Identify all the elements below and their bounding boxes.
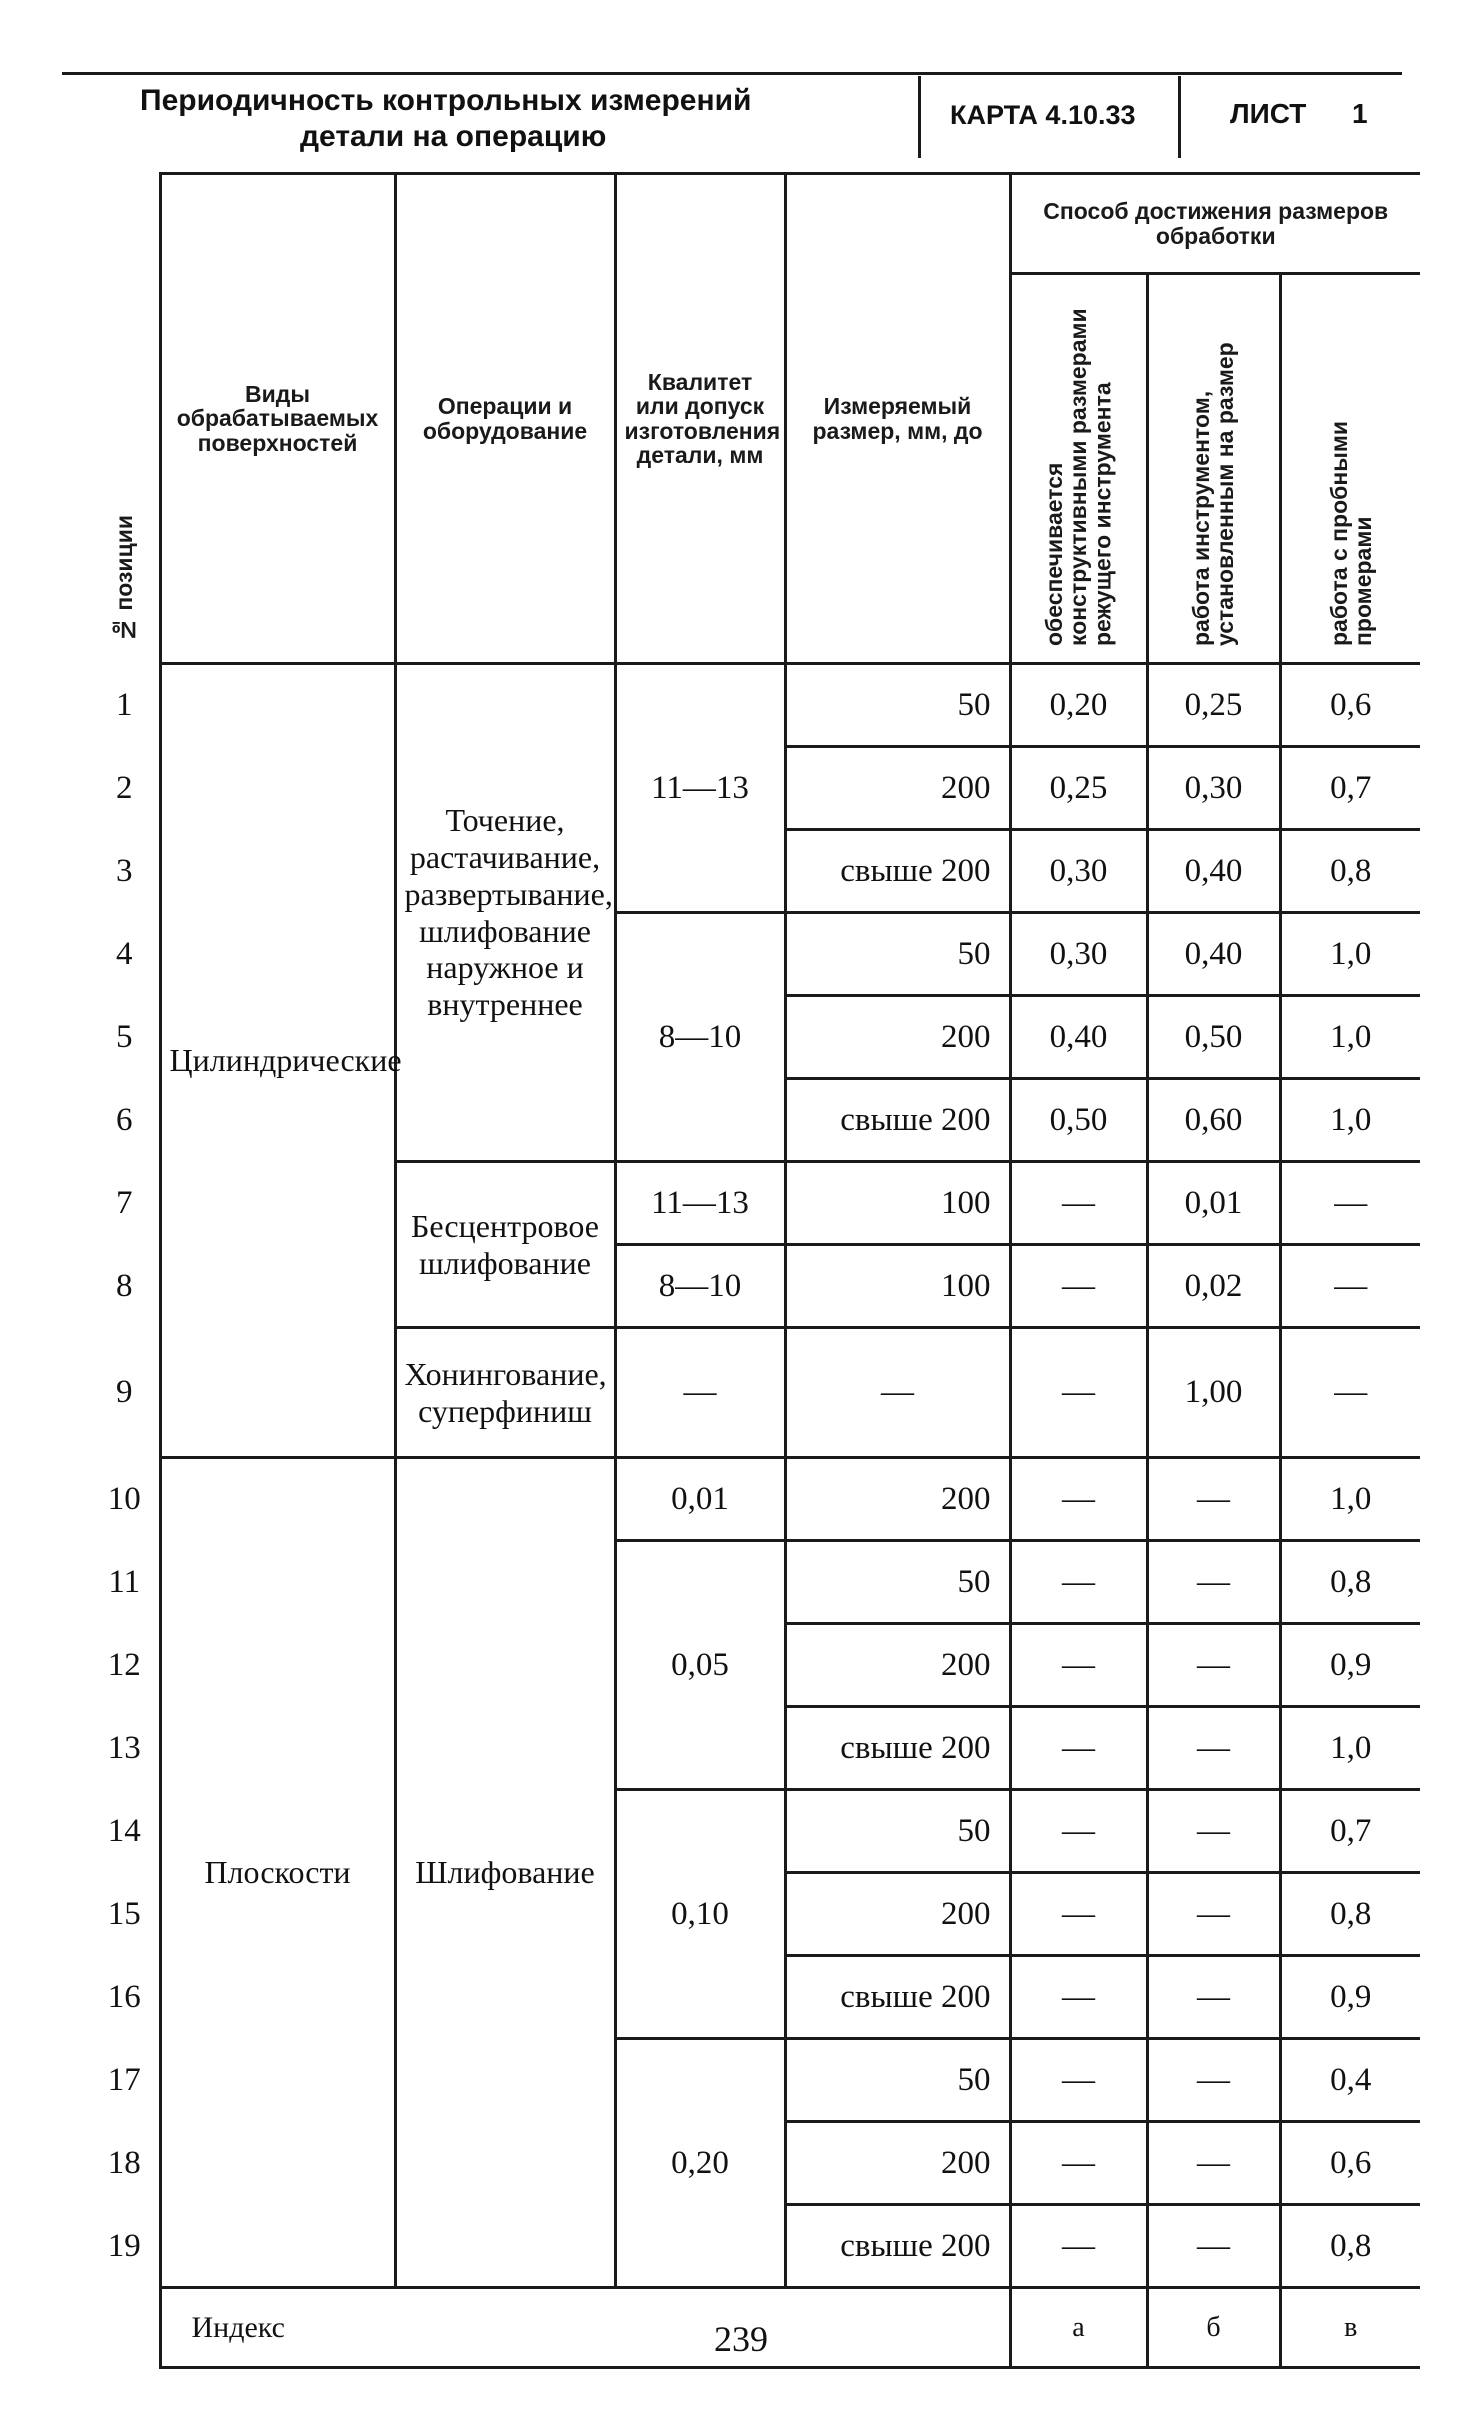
value-a: — [1010, 1707, 1147, 1790]
value-b: — [1147, 1707, 1280, 1790]
value-c: 0,4 [1280, 2039, 1420, 2122]
value-b: 0,01 [1147, 1162, 1280, 1245]
quality-cell: 11—13 [615, 1162, 785, 1245]
row-number: 7 [90, 1162, 160, 1245]
value-a: — [1010, 1956, 1147, 2039]
size-cell: свыше 200 [785, 2205, 1010, 2288]
value-b: — [1147, 2122, 1280, 2205]
row-number: 11 [90, 1541, 160, 1624]
col-header-position: № позиции [90, 174, 160, 664]
value-a: — [1010, 1245, 1147, 1328]
value-b: 1,00 [1147, 1328, 1280, 1458]
value-c: 0,9 [1280, 1624, 1420, 1707]
operation-turning: Точение, растачивание, развертывание, шлифование наружное и внутреннее [395, 664, 615, 1162]
col-header-method-b: работа инструментом, установленным на размер [1147, 274, 1280, 664]
value-b: 0,25 [1147, 664, 1280, 747]
card-title-line2: детали на операцию [300, 120, 607, 153]
size-cell: 200 [785, 747, 1010, 830]
quality-cell: — [615, 1328, 785, 1458]
col-header-operation: Операции и оборудование [395, 174, 615, 664]
surface-cylindrical: Цилиндрические [160, 664, 395, 1458]
col-header-method-group: Способ достижения размеров обработки [1010, 174, 1420, 274]
row-number: 10 [90, 1458, 160, 1541]
size-cell: свыше 200 [785, 1707, 1010, 1790]
sheet-number: 1 [1352, 98, 1368, 129]
value-b: 0,02 [1147, 1245, 1280, 1328]
quality-cell: 11—13 [615, 664, 785, 913]
row-number: 12 [90, 1624, 160, 1707]
row-number: 8 [90, 1245, 160, 1328]
quality-cell: 0,20 [615, 2039, 785, 2288]
size-cell: 200 [785, 1873, 1010, 1956]
value-b: 0,40 [1147, 913, 1280, 996]
index-row-spacer [90, 2288, 160, 2368]
row-number: 6 [90, 1079, 160, 1162]
surface-flat: Плоскости [160, 1458, 395, 2288]
size-cell: 50 [785, 2039, 1010, 2122]
index-a: а [1010, 2288, 1147, 2368]
value-b: — [1147, 1873, 1280, 1956]
value-b: 0,60 [1147, 1079, 1280, 1162]
quality-cell: 8—10 [615, 913, 785, 1162]
size-cell: 50 [785, 664, 1010, 747]
index-b: б [1147, 2288, 1280, 2368]
value-a: — [1010, 1541, 1147, 1624]
measurement-table [90, 172, 1420, 2369]
value-c: 1,0 [1280, 1079, 1420, 1162]
size-cell: 200 [785, 2122, 1010, 2205]
value-c: — [1280, 1245, 1420, 1328]
value-c: 0,7 [1280, 1790, 1420, 1873]
value-c: 0,9 [1280, 1956, 1420, 2039]
value-b: — [1147, 2205, 1280, 2288]
value-c: 1,0 [1280, 1458, 1420, 1541]
value-b: 0,50 [1147, 996, 1280, 1079]
value-a: 0,25 [1010, 747, 1147, 830]
index-label: Индекс [160, 2288, 1010, 2368]
size-cell: свыше 200 [785, 1079, 1010, 1162]
row-number: 2 [90, 747, 160, 830]
table-row [90, 1458, 1420, 1541]
quality-cell: 8—10 [615, 1245, 785, 1328]
value-c: 0,8 [1280, 2205, 1420, 2288]
value-a: — [1010, 1624, 1147, 1707]
size-cell: — [785, 1328, 1010, 1458]
row-number: 3 [90, 830, 160, 913]
value-b: — [1147, 1956, 1280, 2039]
row-number: 14 [90, 1790, 160, 1873]
card-number: КАРТА 4.10.33 [950, 100, 1136, 130]
value-b: — [1147, 1790, 1280, 1873]
col-header-surface: Виды обрабатываемых поверхностей [160, 174, 395, 664]
value-c: 0,7 [1280, 747, 1420, 830]
value-c: 1,0 [1280, 913, 1420, 996]
value-a: 0,20 [1010, 664, 1147, 747]
row-number: 18 [90, 2122, 160, 2205]
row-number: 15 [90, 1873, 160, 1956]
value-c: 0,8 [1280, 1873, 1420, 1956]
page-number: 239 [714, 2319, 768, 2359]
value-a: — [1010, 1328, 1147, 1458]
operation-centerless: Бесцентровое шлифование [395, 1162, 615, 1328]
col-header-quality: Квалитет или допуск изготовления детали, мм [615, 174, 785, 664]
value-c: 0,6 [1280, 2122, 1420, 2205]
row-number: 4 [90, 913, 160, 996]
value-b: — [1147, 2039, 1280, 2122]
value-a: — [1010, 2205, 1147, 2288]
value-b: — [1147, 1541, 1280, 1624]
size-cell: 100 [785, 1245, 1010, 1328]
operation-grinding: Шлифование [395, 1458, 615, 2288]
col-header-size: Измеряемый размер, мм, до [785, 174, 1010, 664]
row-number: 5 [90, 996, 160, 1079]
value-b: — [1147, 1624, 1280, 1707]
col-header-method-a: обеспечивается конструктивными размерами режущего инструмента [1010, 274, 1147, 664]
value-a: 0,40 [1010, 996, 1147, 1079]
value-a: 0,50 [1010, 1079, 1147, 1162]
value-a: — [1010, 1873, 1147, 1956]
value-b: 0,40 [1147, 830, 1280, 913]
value-a: — [1010, 2039, 1147, 2122]
value-a: — [1010, 2122, 1147, 2205]
quality-cell: 0,05 [615, 1541, 785, 1790]
value-c: 1,0 [1280, 996, 1420, 1079]
row-number: 9 [90, 1328, 160, 1458]
value-a: 0,30 [1010, 913, 1147, 996]
header-divider-1 [918, 76, 921, 158]
row-number: 17 [90, 2039, 160, 2122]
quality-cell: 0,10 [615, 1790, 785, 2039]
sheet-label: ЛИСТ [1230, 98, 1307, 129]
size-cell: 50 [785, 913, 1010, 996]
value-c: — [1280, 1328, 1420, 1458]
header-top-rule [62, 72, 1402, 75]
value-a: — [1010, 1162, 1147, 1245]
size-cell: 100 [785, 1162, 1010, 1245]
size-cell: свыше 200 [785, 830, 1010, 913]
value-c: 0,6 [1280, 664, 1420, 747]
value-c: 0,8 [1280, 1541, 1420, 1624]
size-cell: 200 [785, 996, 1010, 1079]
value-c: 0,8 [1280, 830, 1420, 913]
col-header-method-c: работа с пробными промерами [1280, 274, 1420, 664]
row-number: 13 [90, 1707, 160, 1790]
value-b: — [1147, 1458, 1280, 1541]
size-cell: 50 [785, 1541, 1010, 1624]
header-divider-2 [1178, 76, 1181, 158]
value-c: 1,0 [1280, 1707, 1420, 1790]
value-b: 0,30 [1147, 747, 1280, 830]
size-cell: свыше 200 [785, 1956, 1010, 2039]
value-c: — [1280, 1162, 1420, 1245]
row-number: 19 [90, 2205, 160, 2288]
operation-honing: Хонингование, суперфиниш [395, 1328, 615, 1458]
value-a: 0,30 [1010, 830, 1147, 913]
table-row [90, 664, 1420, 747]
value-a: — [1010, 1458, 1147, 1541]
size-cell: 200 [785, 1624, 1010, 1707]
size-cell: 50 [785, 1790, 1010, 1873]
quality-cell: 0,01 [615, 1458, 785, 1541]
row-number: 1 [90, 664, 160, 747]
card-title-line1: Периодичность контрольных измерений [140, 84, 752, 117]
index-c: в [1280, 2288, 1420, 2368]
value-a: — [1010, 1790, 1147, 1873]
row-number: 16 [90, 1956, 160, 2039]
size-cell: 200 [785, 1458, 1010, 1541]
